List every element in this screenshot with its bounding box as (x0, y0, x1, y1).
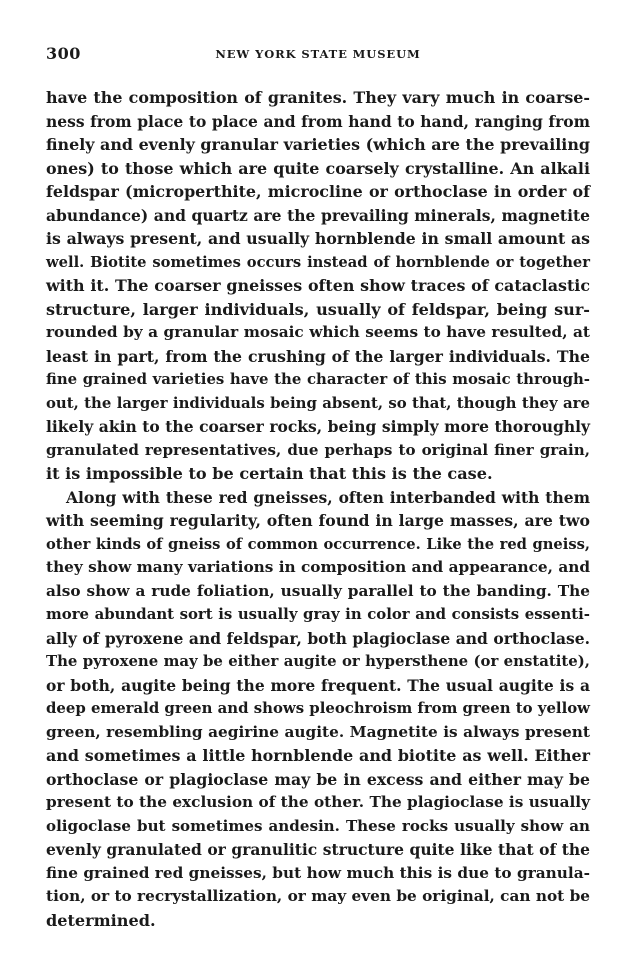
text-line: abundance) and quartz are the prevailing minerals, magnetite (46, 205, 590, 225)
text-line: likely akin to the coarser rocks, being simply more thoroughly (46, 417, 590, 436)
text-line: present to the exclusion of the other. The plagioclase is usually (46, 793, 590, 811)
text-line: it is impossible to be certain that this is the case. (46, 464, 493, 483)
text-line: with seeming regularity, often found in large masses, are two (46, 511, 590, 530)
text-line: determined. (46, 910, 156, 930)
text-line: deep emerald green and shows pleochroism from green to yellow (46, 699, 590, 717)
text-line: fine grained varieties have the character of this mosaic through- (46, 370, 590, 388)
text-line: finely and evenly granular varieties (which are the prevailing (46, 135, 590, 154)
text-line: fine grained red gneisses, but how much this is due to granula- (46, 863, 590, 882)
text-line: granulated representatives, due perhaps to original finer grain, (46, 440, 590, 459)
text-line: out, the larger individuals being absent, so that, though they are (46, 393, 590, 412)
text-line: feldspar (microperthite, microcline or orthoclase in order of (46, 182, 590, 201)
text-line: have the composition of granites. They vary much in coarse- (46, 88, 590, 107)
text-line: and sometimes a little hornblende and biotite as well. Either (46, 746, 590, 765)
text-line: well. Biotite sometimes occurs instead of hornblende or together (46, 253, 590, 271)
page-header (46, 44, 590, 68)
text-line: oligoclase but sometimes andesin. These rocks usually show an (46, 816, 590, 835)
text-line: rounded by a granular mosaic which seems to have resulted, at (46, 323, 590, 341)
text-line: also show a rude foliation, usually parallel to the banding. The (46, 581, 590, 600)
text-line: structure, larger individuals, usually of feldspar, being sur- (46, 299, 590, 319)
text-line: Along with these red gneisses, often interbanded with them (66, 487, 590, 507)
text-line: is always present, and usually hornblende in small amount as (46, 229, 590, 248)
text-line: other kinds of gneiss of common occurrence. Like the red gneiss, (46, 535, 590, 553)
text-line: orthoclase or plagioclase may be in excess and either may be (46, 769, 590, 789)
text-line: ones) to those which are quite coarsely crystalline. An alkali (46, 158, 590, 178)
text-line: they show many variations in composition and appearance, and (46, 558, 591, 576)
text-line: The pyroxene may be either augite or hypersthene (or enstatite), (46, 652, 590, 670)
text-line: evenly granulated or granulitic structure quite like that of the (46, 840, 590, 859)
text-line: ness from place to place and from hand to hand, ranging from (46, 111, 590, 131)
text-line: with it. The coarser gneisses often show traces of cataclastic (46, 276, 590, 295)
running-head: NEW YORK STATE MUSEUM (215, 47, 421, 61)
text-line: ally of pyroxene and feldspar, both plagioclase and orthoclase. (46, 628, 590, 648)
text-line: tion, or to recrystallization, or may even be original, can not be (46, 887, 590, 905)
text-line: least in part, from the crushing of the larger individuals. The (46, 346, 590, 366)
paragraph-2 (46, 486, 590, 933)
text-line: green, resembling aegirine augite. Magnetite is always present (46, 722, 590, 741)
body-text (46, 86, 590, 932)
text-line: more abundant sort is usually gray in color and consists essenti- (46, 605, 590, 623)
page-number: 300 (46, 44, 81, 63)
text-line: or both, augite being the more frequent. The usual augite is a (46, 675, 590, 695)
paragraph-1 (46, 86, 590, 486)
